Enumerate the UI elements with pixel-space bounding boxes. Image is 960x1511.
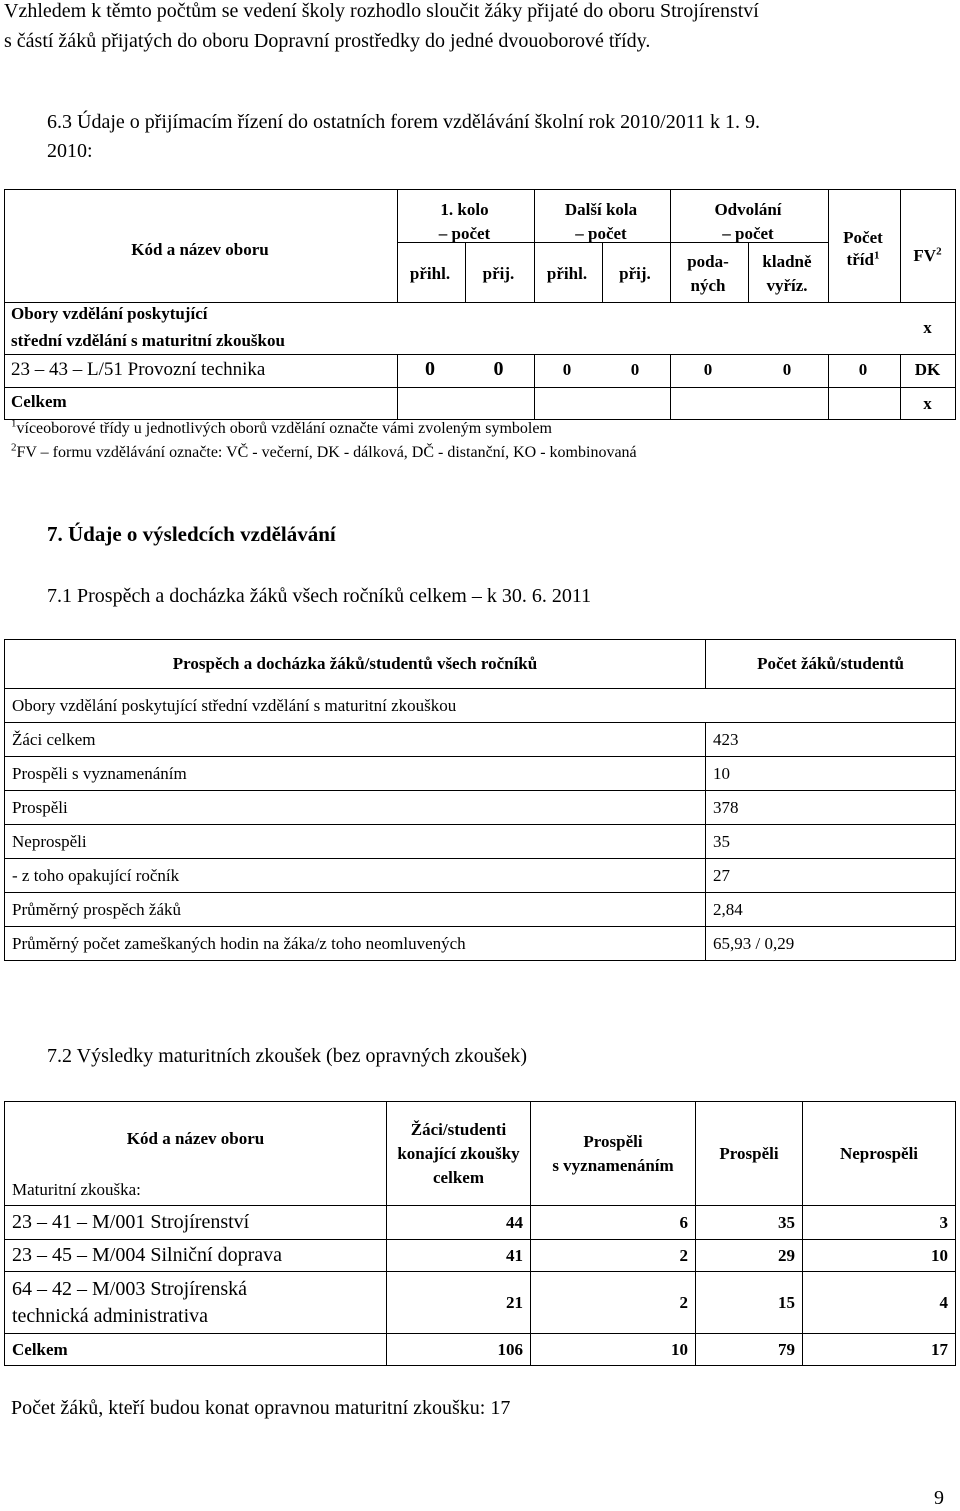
row-obor-name: 64 – 42 – M/003 Strojírenská technická administrativa <box>5 1272 387 1334</box>
total-prospeli: 79 <box>696 1334 803 1366</box>
table-row <box>5 1240 956 1272</box>
row-obor-name: 23 – 43 – L/51 Provozní technika <box>11 359 266 380</box>
row-prospeli: 29 <box>696 1240 803 1272</box>
table-rule <box>5 387 955 388</box>
table-row <box>5 1272 956 1334</box>
row-value: 2,84 <box>706 893 956 927</box>
col-pocet-trid-a: Počet <box>843 228 883 247</box>
footnote-2: $^2$FV – formu vzdělávání označte: VČ - večerní, DK - dálková, DČ - distanční, KO - kombinovaná <box>11 441 637 461</box>
col-kod-header: Kód a název oboru <box>5 1102 387 1176</box>
total-vyznam: 10 <box>531 1334 696 1366</box>
total-label: Celkem <box>11 392 67 411</box>
total-row <box>5 1334 956 1366</box>
row-vyznam: 2 <box>531 1272 696 1334</box>
table-rule <box>5 354 955 355</box>
col-pocet-trid-b: tříd$^1$ <box>846 249 880 269</box>
section-6-3-heading-line-2: 2010: <box>47 140 93 162</box>
row-dalsi-prij: 0 <box>630 360 640 379</box>
row-value: 35 <box>706 825 956 859</box>
total-label: Celkem <box>5 1334 387 1366</box>
table-row <box>5 723 956 757</box>
opravna-zkouska-text: Počet žáků, kteří budou konat opravnou maturitní zkoušku: 17 <box>11 1397 511 1419</box>
col-vyznam-header: Prospěli s vyznamenáním <box>531 1102 696 1206</box>
row-pocet-trid: 0 <box>858 360 868 379</box>
col-fv-header: $FV^2$ <box>913 245 942 265</box>
row-vyznam: 6 <box>531 1206 696 1240</box>
sub-prij-2: přij. <box>619 264 651 283</box>
table-row <box>5 893 956 927</box>
row-value: 423 <box>706 723 956 757</box>
matura-table <box>4 1101 956 1366</box>
row-prospeli: 15 <box>696 1272 803 1334</box>
group-label-line-2: střední vzdělání s maturitní zkouškou <box>11 331 285 350</box>
row-label: Průměrný počet zameškaných hodin na žáka/z toho neomluvených <box>5 927 706 961</box>
section-7-heading: 7. Údaje o výsledcích vzdělávání <box>47 522 336 546</box>
row-vyznam: 2 <box>531 1240 696 1272</box>
col-kolo1-header-a: 1. kolo <box>440 200 489 219</box>
row-label: Prospěli <box>5 791 706 825</box>
group-fv: x <box>923 318 932 337</box>
total-fv: x <box>923 394 932 413</box>
table-row <box>5 757 956 791</box>
results-header-left: Prospěch a docházka žáků/studentů všech ročníků <box>5 640 706 689</box>
row-kolo1-prij: 0 <box>493 358 504 380</box>
row-konajici: 21 <box>387 1272 531 1334</box>
results-header-right: Počet žáků/studentů <box>706 640 956 689</box>
sub-prihl: přihl. <box>409 264 451 283</box>
row-konajici: 44 <box>387 1206 531 1240</box>
section-6-3-heading-line-1: 6.3 Údaje o přijímacím řízení do ostatních forem vzdělávání školní rok 2010/2011 k 1. 9. <box>47 111 760 133</box>
sub-prihl-2: přihl. <box>546 264 588 283</box>
row-value: 378 <box>706 791 956 825</box>
col-odvolani-header-b: – počet <box>722 224 774 243</box>
table-row <box>5 825 956 859</box>
row-obor-name: 23 – 41 – M/001 Strojírenství <box>5 1206 387 1240</box>
sub-kladne-a: kladně <box>762 252 812 271</box>
row-fv: DK <box>914 360 941 379</box>
col-kod-header: Kód a název oboru <box>131 240 269 259</box>
footnote-1: $^1$víceoborové třídy u jednotlivých oborů vzdělání označte vámi zvoleným symbolem <box>11 417 552 437</box>
row-konajici: 41 <box>387 1240 531 1272</box>
row-label: - z toho opakující ročník <box>5 859 706 893</box>
table-row <box>5 927 956 961</box>
row-label: Neprospěli <box>5 825 706 859</box>
row-value: 27 <box>706 859 956 893</box>
col-neprospeli-header: Neprospěli <box>803 1102 956 1206</box>
table-rule <box>5 302 955 303</box>
matura-group: Maturitní zkouška: <box>5 1175 387 1206</box>
col-konajici-header: Žáci/studenti konající zkoušky celkem <box>387 1102 531 1206</box>
row-odv-podanych: 0 <box>703 360 713 379</box>
row-label: Prospěli s vyznamenáním <box>5 757 706 791</box>
table-row <box>5 1206 956 1240</box>
page-number: 9 <box>934 1487 944 1509</box>
row-label: Žáci celkem <box>5 723 706 757</box>
row-kolo1-prihl: 0 <box>425 358 435 380</box>
total-konajici: 106 <box>387 1334 531 1366</box>
row-neprospeli: 10 <box>803 1240 956 1272</box>
col-prospeli-header: Prospěli <box>696 1102 803 1206</box>
col-kolo1-header-b: – počet <box>438 224 491 243</box>
intro-line-2: s částí žáků přijatých do oboru Dopravní prostředky do jedné dvouoborové třídy. <box>4 30 651 52</box>
row-odv-kladne: 0 <box>782 360 792 379</box>
table-row <box>5 859 956 893</box>
results-table <box>4 639 956 961</box>
row-dalsi-prihl: 0 <box>562 360 572 379</box>
row-value: 65,93 / 0,29 <box>706 927 956 961</box>
group-label-line-1: Obory vzdělání poskytující <box>11 304 208 323</box>
col-dalsi-header-b: – počet <box>575 224 627 243</box>
col-odvolani-header-a: Odvolání <box>714 200 782 219</box>
intro-line-1: Vzhledem k těmto počtům se vedení školy rozhodlo sloučit žáky přijaté do oboru Strojírenství <box>4 0 759 22</box>
sub-kladne-b: vyříz. <box>766 276 808 295</box>
sub-podanych-a: poda- <box>687 252 729 271</box>
total-neprospeli: 17 <box>803 1334 956 1366</box>
row-value: 10 <box>706 757 956 791</box>
col-dalsi-header-a: Další kola <box>564 200 638 219</box>
section-7-2-heading: 7.2 Výsledky maturitních zkoušek (bez opravných zkoušek) <box>47 1045 528 1067</box>
section-7-1-heading: 7.1 Prospěch a docházka žáků všech ročníků celkem – k 30. 6. 2011 <box>47 585 592 607</box>
row-label: Průměrný prospěch žáků <box>5 893 706 927</box>
row-neprospeli: 4 <box>803 1272 956 1334</box>
sub-prij: přij. <box>482 264 515 283</box>
row-obor-name: 23 – 45 – M/004 Silniční doprava <box>5 1240 387 1272</box>
table-row <box>5 791 956 825</box>
row-prospeli: 35 <box>696 1206 803 1240</box>
row-neprospeli: 3 <box>803 1206 956 1240</box>
results-group: Obory vzdělání poskytující střední vzdělání s maturitní zkouškou <box>5 689 956 723</box>
sub-podanych-b: ných <box>690 276 726 295</box>
